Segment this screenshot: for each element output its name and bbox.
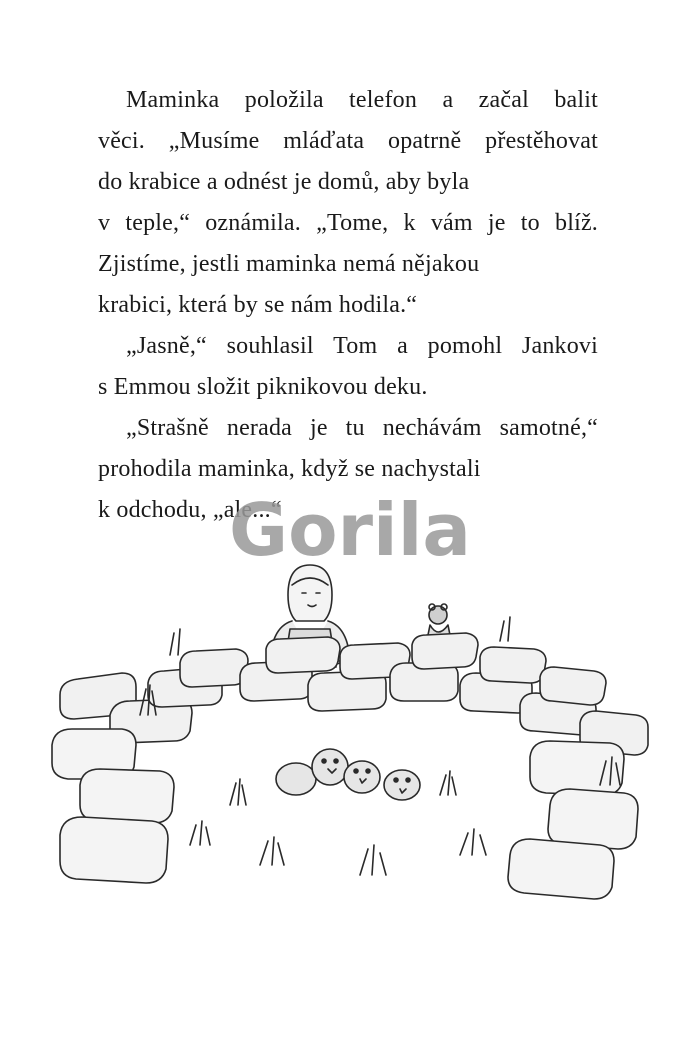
- watermark-logo: Gorila: [228, 488, 471, 572]
- stone-ring-foreground: [52, 729, 638, 899]
- illustration-ruins-with-chicks: [40, 545, 660, 935]
- text-line: „Jasně,“ souhlasil Tom a pomohl Jankovi: [126, 333, 598, 359]
- text-line: do krabice a odnést je domů, aby byla: [98, 169, 470, 195]
- text-line: Maminka položila telefon a začal balit: [126, 87, 598, 113]
- text-line: věci. „Musíme mláďata opatrně přestěhovat: [98, 128, 598, 154]
- text-line: k odchodu, „ale...“: [98, 497, 282, 523]
- text-line: s Emmou složit piknikovou deku.: [98, 374, 428, 400]
- text-line: krabici, která by se nám hodila.“: [98, 292, 418, 318]
- text-line: Zjistíme, jestli maminka nemá nějakou: [98, 251, 480, 277]
- stone-ring: [60, 633, 648, 755]
- chicks: [276, 749, 420, 800]
- text-line: v teple,“ oznámila. „Tome, k vám je to blíž.: [98, 210, 598, 236]
- story-text: [98, 80, 598, 531]
- text-line: „Strašně nerada je tu nechávám samotné,“: [126, 415, 598, 441]
- text-line: prohodila maminka, když se nachystali: [98, 456, 481, 482]
